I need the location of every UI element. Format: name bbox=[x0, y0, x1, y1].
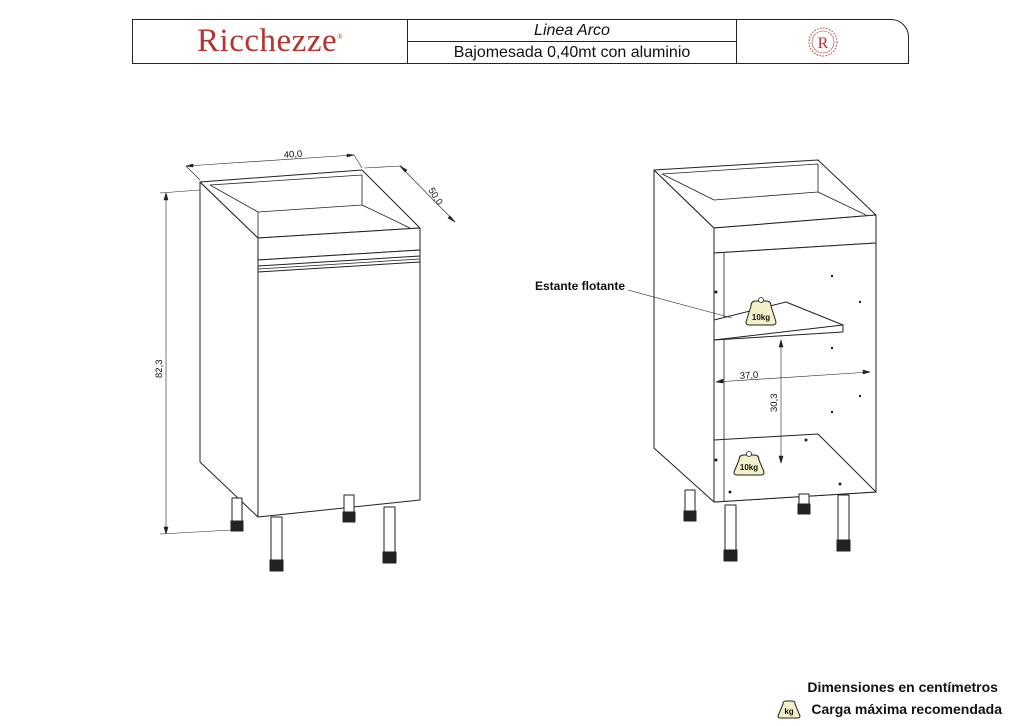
cabinet-open-view bbox=[535, 160, 876, 561]
legs bbox=[684, 490, 850, 561]
cabinet-closed-view bbox=[154, 149, 455, 571]
svg-text:10kg: 10kg bbox=[739, 463, 759, 472]
svg-text:R: R bbox=[817, 34, 828, 52]
product-line: Linea Arco bbox=[408, 20, 736, 42]
svg-text:kg: kg bbox=[784, 707, 795, 716]
width-label: 40,0 bbox=[283, 148, 303, 161]
brand-logo: Ricchezze® bbox=[197, 23, 343, 59]
depth-label: 50,0 bbox=[425, 185, 445, 208]
legend bbox=[775, 676, 1002, 720]
height-label: 82,3 bbox=[154, 359, 165, 378]
legend-load bbox=[775, 698, 1002, 720]
svg-text:10kg: 10kg bbox=[751, 313, 771, 322]
shelf-label: Estante flotante bbox=[535, 279, 626, 293]
weight-icon bbox=[775, 698, 803, 720]
inner-height-label: 30,3 bbox=[769, 393, 780, 412]
legend-units: Dimensiones en centímetros bbox=[807, 679, 998, 695]
legend-load-label: Carga máxima recomendada bbox=[811, 701, 1002, 717]
inner-width-label: 37,0 bbox=[739, 369, 759, 382]
product-name: Bajomesada 0,40mt con aluminio bbox=[453, 43, 691, 61]
